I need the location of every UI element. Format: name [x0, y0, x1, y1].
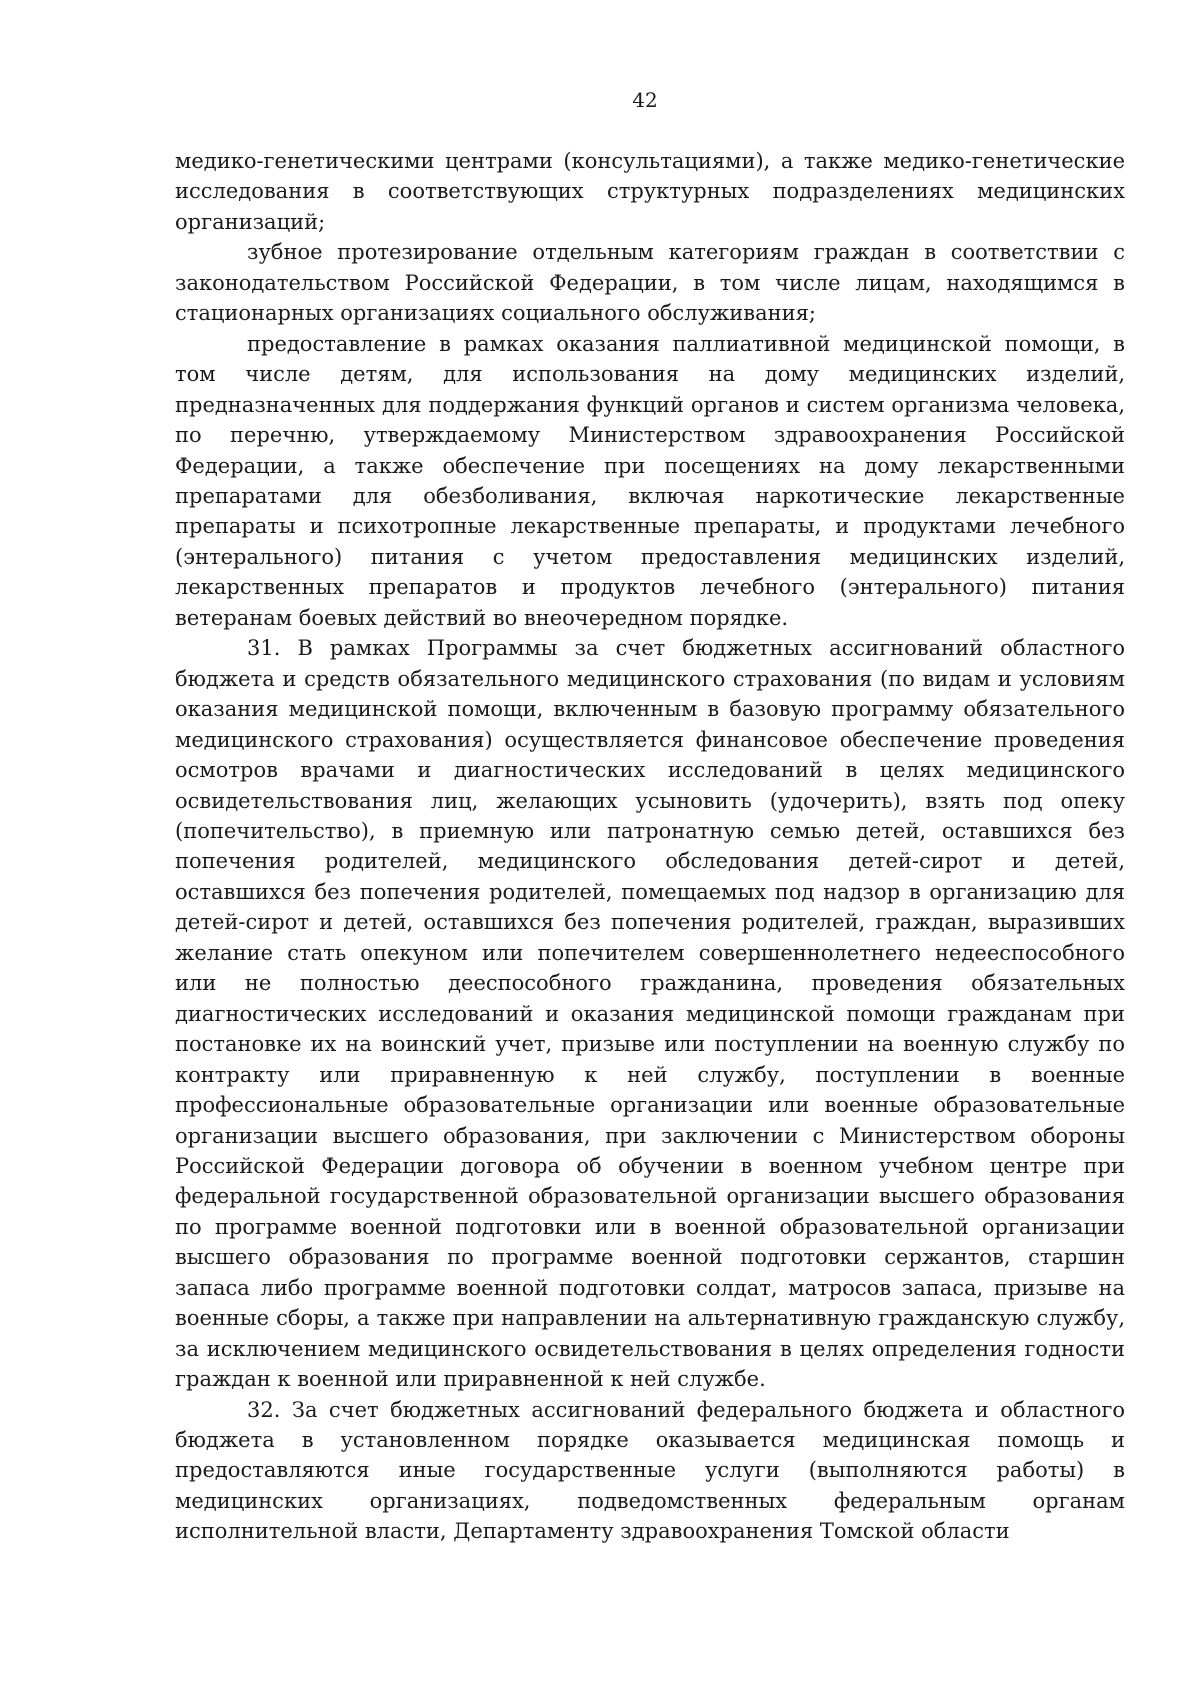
paragraph-item-32: 32. За счет бюджетных ассигнований федерального бюджета и областного бюджета в установленном порядке оказывается медицинская помощь и предоставляются иные государственные услуги (выполняются работы) в медицинских организациях, подведомственных федеральным органам исполнительной власти, Департаменту здравоохранения Томской области [175, 1397, 1125, 1544]
paragraph-dental-prosthetics: зубное протезирование отдельным категориям граждан в соответствии с законодательством Российской Федерации, в том числе лицам, находящимся в стационарных организациях социального обслуживания; [175, 240, 1125, 326]
page-number: 42 [632, 88, 658, 112]
paragraph-palliative-care: предоставление в рамках оказания паллиативной медицинской помощи, в том числе детям, для использования на дому медицинских изделий, предназначенных для поддержания функций органов и систем организма человека, по перечню, утверждаемому Министерством здравоохранения Российской Федерации, а также обеспечение при посещениях на дому лекарственными препаратами для обезболивания, включая наркотические лекарственные препараты и психотропные лекарственные препараты, и продуктами лечебного (энтерального) питания с учетом предоставления медицинских изделий, лекарственных препаратов и продуктов лечебного (энтерального) питания ветеранам боевых действий во внеочередном порядке. [175, 331, 1125, 630]
paragraph-item-31: 31. В рамках Программы за счет бюджетных ассигнований областного бюджета и средств обязательного медицинского страхования (по видам и условиям оказания медицинской помощи, включенным в базовую программу обязательного медицинского страхования) осуществляется финансовое обеспечение проведения осмотров врачами и диагностических исследований в целях медицинского освидетельствования лиц, желающих усыновить (удочерить), взять под опеку (попечительство), в приемную или патронатную семью детей, оставшихся без попечения родителей, медицинского обследования детей-сирот и детей, оставшихся без попечения родителей, помещаемых под надзор в организацию для детей-сирот и детей, оставшихся без попечения родителей, граждан, выразивших желание стать опекуном или попечителем совершеннолетнего недееспособного или не полностью дееспособного гражданина, проведения обязательных диагностических исследований и оказания медицинской помощи гражданам при постановке их на воинский учет, призыве или поступлении на военную службу по контракту или приравненную к ней службу, поступлении в военные профессиональные образовательные организации или военные образовательные организации высшего образования, при заключении с Министерством обороны Российской Федерации договора об обучении в военном учебном центре при федеральной государственной образовательной организации высшего образования по программе военной подготовки или в военной образовательной организации высшего образования по программе военной подготовки сержантов, старшин запаса либо программе военной подготовки солдат, матросов запаса, призыве на военные сборы, а также при направлении на альтернативную гражданскую службу, за исключением медицинского освидетельствования в целях определения годности граждан к военной или приравненной к ней службе. [175, 636, 1125, 1392]
document-body [175, 146, 1125, 1547]
paragraph-continuation: медико-генетическими центрами (консультациями), а также медико-генетические исследования в соответствующих структурных подразделениях медицинских организаций; [175, 149, 1125, 234]
